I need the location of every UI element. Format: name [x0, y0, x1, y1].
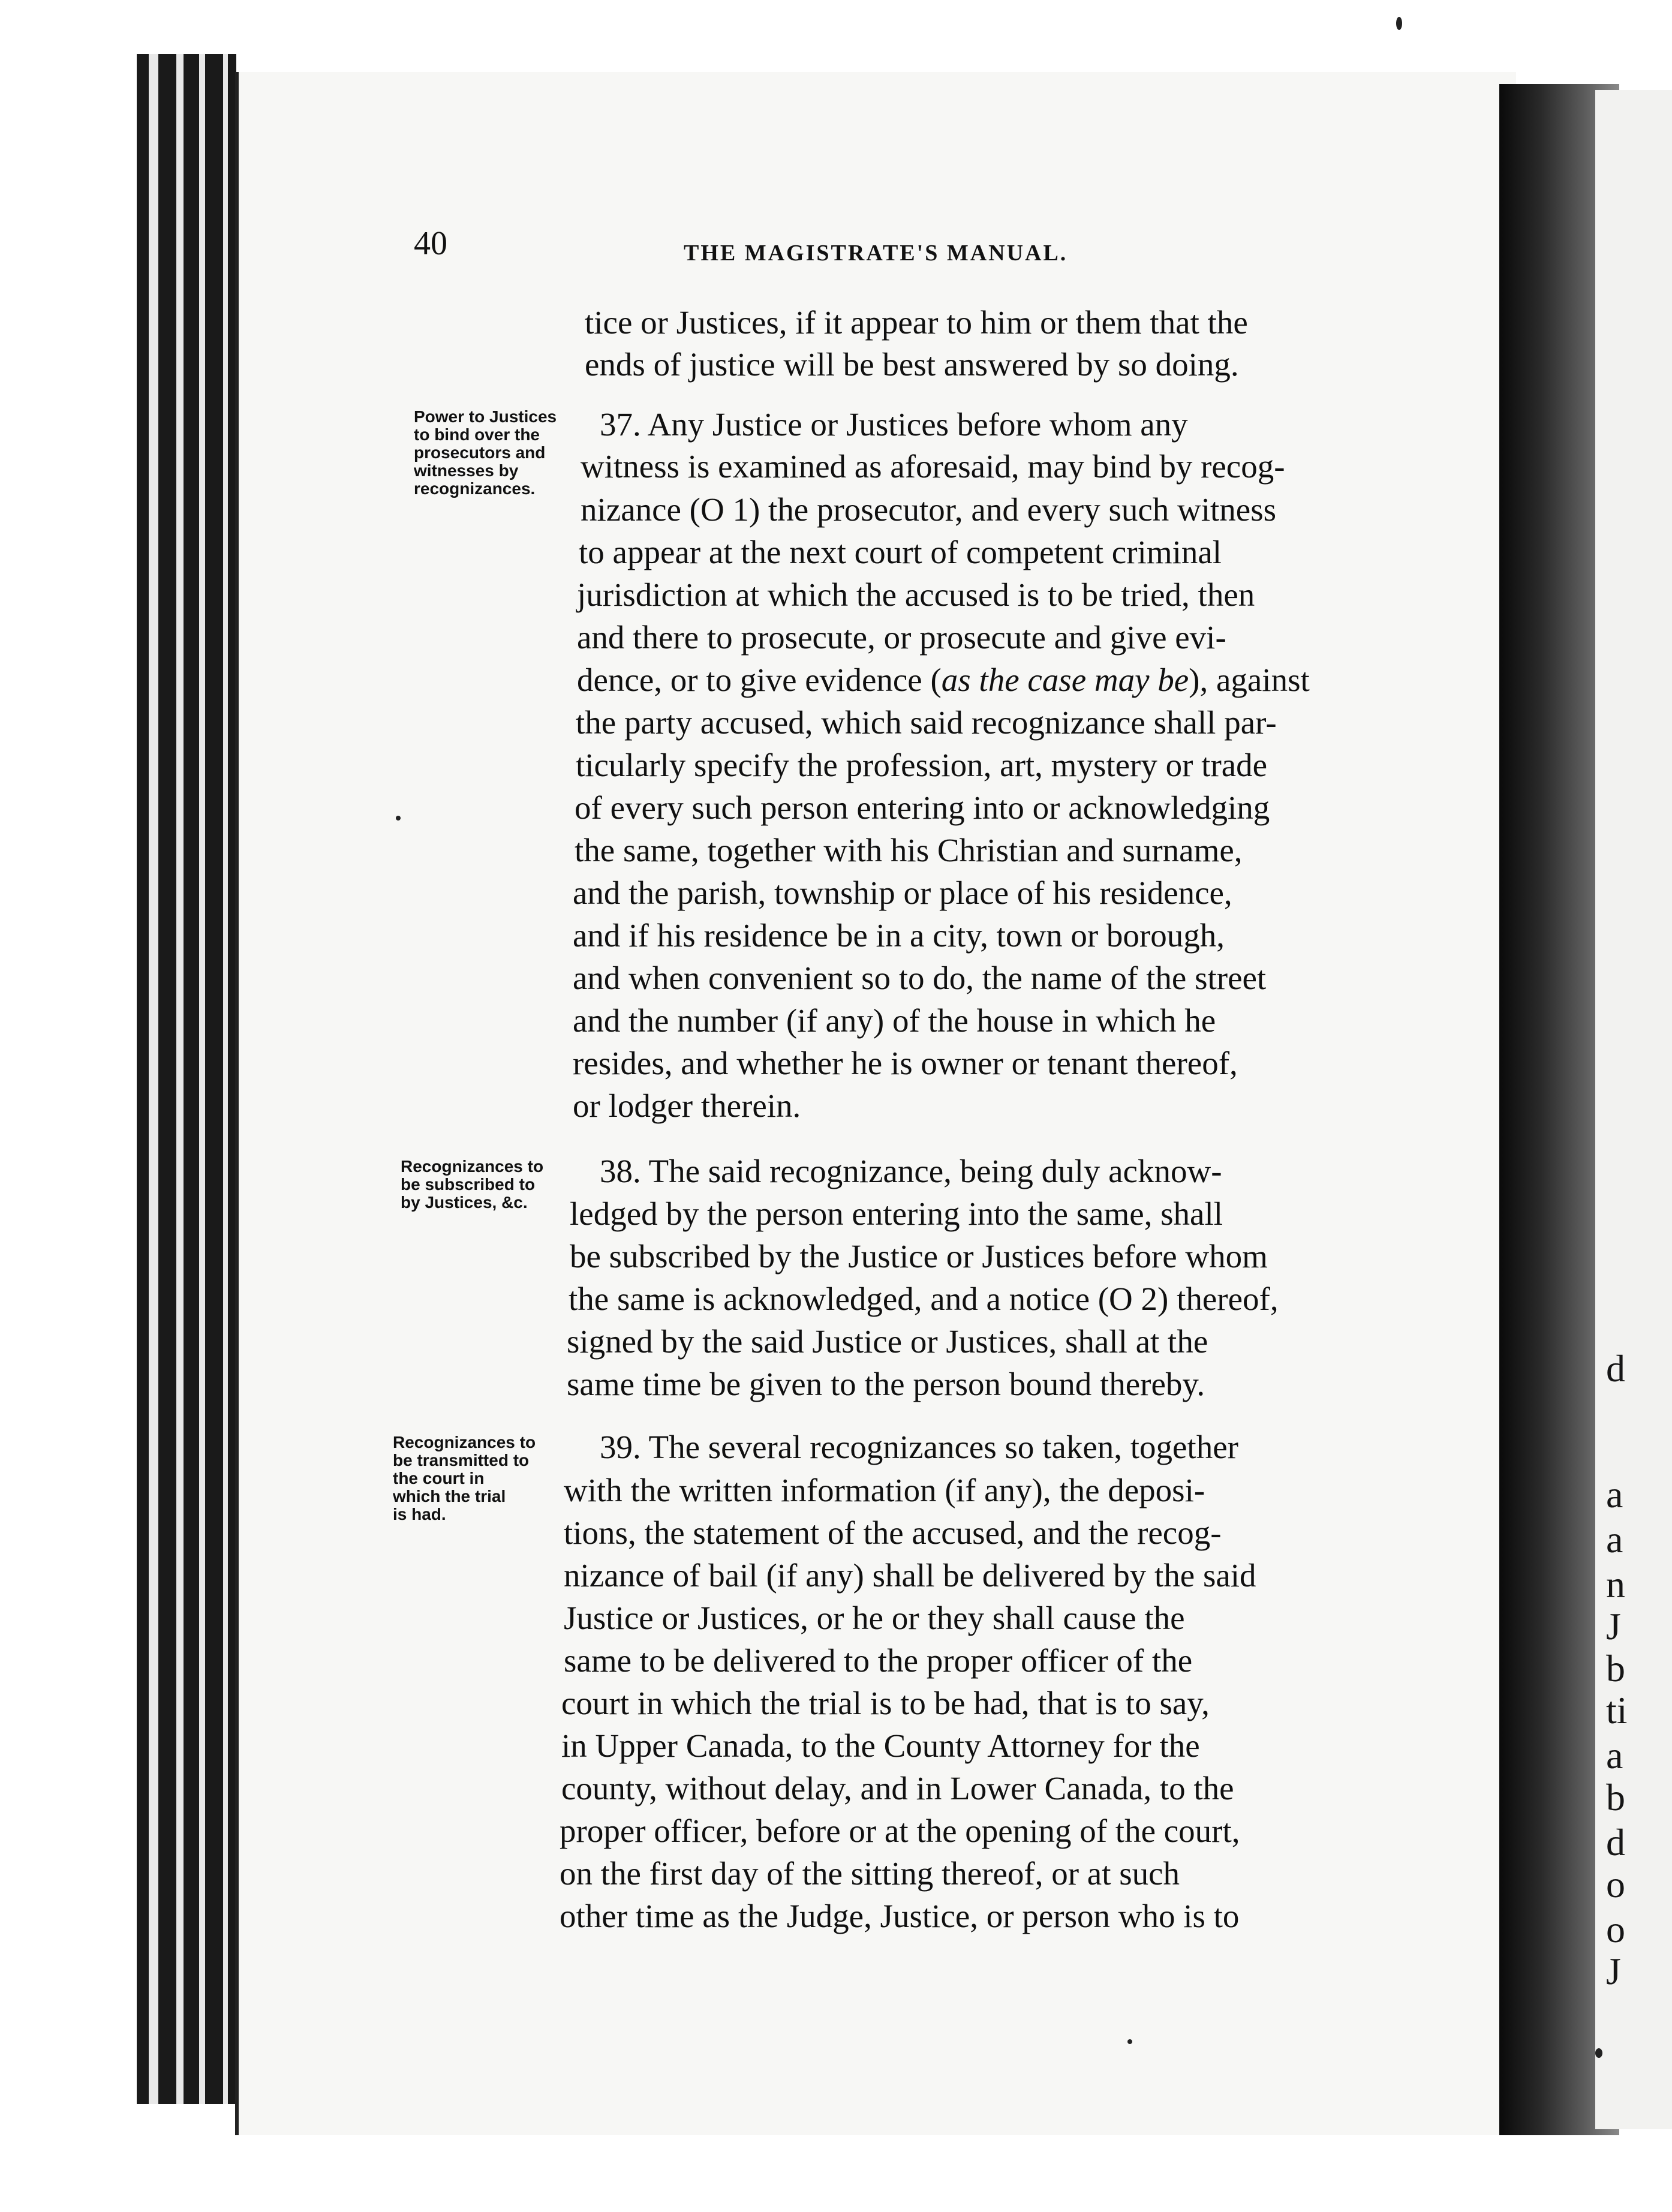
margin-note-line: witnesses by [414, 461, 519, 480]
text-line: resides, and whether he is owner or tenant thereof, [573, 1045, 1238, 1081]
text-line: county, without delay, and in Lower Canada, to the [561, 1770, 1234, 1807]
text-line: witness is examined as aforesaid, may bind by recog- [581, 448, 1285, 485]
margin-note-line: recognizances. [414, 479, 536, 498]
text-line: in Upper Canada, to the County Attorney for the [561, 1727, 1200, 1764]
page-number: 40 [414, 225, 447, 262]
margin-note-line: be subscribed to [401, 1175, 536, 1194]
text-line: same to be delivered to the proper officer of the [564, 1642, 1193, 1679]
text-line: the same is acknowledged, and a notice (O 2) thereof, [569, 1281, 1279, 1317]
text-line: nizance (O 1) the prosecutor, and every such witness [581, 491, 1277, 528]
text-line: the party accused, which said recognizance shall par- [576, 704, 1277, 741]
text-line: of every such person entering into or acknowledging [575, 789, 1270, 826]
margin-note-line: prosecutors and [414, 443, 546, 462]
facing-letter: d [1606, 1347, 1625, 1390]
book-edge [0, 0, 240, 2212]
margin-note-37 [414, 408, 557, 498]
scan-speck [1127, 2039, 1132, 2044]
margin-note-line: Recognizances to [401, 1157, 544, 1176]
text-line: court in which the trial is to be had, that is to say, [561, 1685, 1210, 1721]
scan-speck [1595, 2048, 1602, 2058]
facing-letter: b [1606, 1776, 1625, 1819]
facing-letter: J [1606, 1950, 1621, 1992]
margin-note-line: to bind over the [414, 425, 540, 444]
facing-letter: a [1606, 1473, 1623, 1516]
text-line: jurisdiction at which the accused is to be tried, then [577, 576, 1255, 613]
text-line: proper officer, before or at the opening of the court, [560, 1813, 1240, 1849]
margin-note-line: the court in [393, 1469, 485, 1487]
text-line: and if his residence be in a city, town or borough, [573, 917, 1225, 954]
margin-note-line: Recognizances to [393, 1433, 536, 1451]
text-line: 37. Any Justice or Justices before whom any [600, 406, 1188, 443]
text-line: tice or Justices, if it appear to him or them that the [585, 304, 1248, 341]
margin-note-line: by Justices, &c. [401, 1193, 528, 1212]
text-line: other time as the Judge, Justice, or person who is to [560, 1898, 1240, 1934]
text-line: or lodger therein. [573, 1087, 801, 1124]
text-line: ledged by the person entering into the same, shall [570, 1195, 1223, 1232]
text-line: ticularly specify the profession, art, mystery or trade [576, 747, 1268, 783]
text-line: ends of justice will be best answered by so doing. [585, 346, 1239, 383]
margin-note-line: Power to Justices [414, 407, 557, 426]
facing-letter: a [1606, 1518, 1623, 1561]
scan-speck [1396, 17, 1402, 30]
margin-note-line: be transmitted to [393, 1451, 530, 1469]
italic-phrase: as the case may be [941, 662, 1189, 698]
text-line: dence, or to give evidence (as the case may be), against [577, 662, 1310, 698]
running-head: THE MAGISTRATE'S MANUAL. [684, 241, 1068, 266]
facing-letter: J [1606, 1605, 1621, 1648]
facing-letter: ti [1606, 1689, 1628, 1732]
scan-speck [396, 816, 401, 821]
facing-page-fragment [1595, 90, 1672, 2129]
text-line: the same, together with his Christian and surname, [575, 832, 1243, 868]
facing-letter: o [1606, 1908, 1625, 1950]
text-line: on the first day of the sitting thereof, or at such [560, 1855, 1180, 1892]
margin-note-line: which the trial [393, 1487, 506, 1505]
text-line: and the number (if any) of the house in which he [573, 1002, 1216, 1039]
text-line: and when convenient so to do, the name of the street [573, 960, 1267, 996]
text-line: same time be given to the person bound thereby. [567, 1366, 1205, 1402]
margin-note-39 [393, 1433, 536, 1523]
text-line: be subscribed by the Justice or Justices before whom [570, 1238, 1268, 1275]
text-line: nizance of bail (if any) shall be delivered by the said [564, 1557, 1256, 1594]
text-line: tions, the statement of the accused, and the recog- [564, 1514, 1222, 1551]
margin-note-line: is had. [393, 1505, 446, 1523]
text-line: Justice or Justices, or he or they shall cause the [564, 1600, 1185, 1636]
margin-note-38 [401, 1158, 543, 1212]
text-line: and the parish, township or place of his residence, [573, 874, 1232, 911]
facing-letter: d [1606, 1821, 1625, 1864]
facing-letter: o [1606, 1863, 1625, 1906]
text-line: to appear at the next court of competent criminal [579, 534, 1222, 570]
text-line: with the written information (if any), the deposi- [564, 1472, 1205, 1508]
facing-letter: n [1606, 1563, 1625, 1606]
text-line: and there to prosecute, or prosecute and give evi- [577, 619, 1226, 656]
facing-letter: b [1606, 1647, 1625, 1690]
text-line: 38. The said recognizance, being duly acknow- [600, 1153, 1222, 1189]
text-line: signed by the said Justice or Justices, shall at the [567, 1323, 1208, 1360]
facing-letter: a [1606, 1734, 1623, 1777]
text-line: 39. The several recognizances so taken, together [600, 1429, 1238, 1465]
